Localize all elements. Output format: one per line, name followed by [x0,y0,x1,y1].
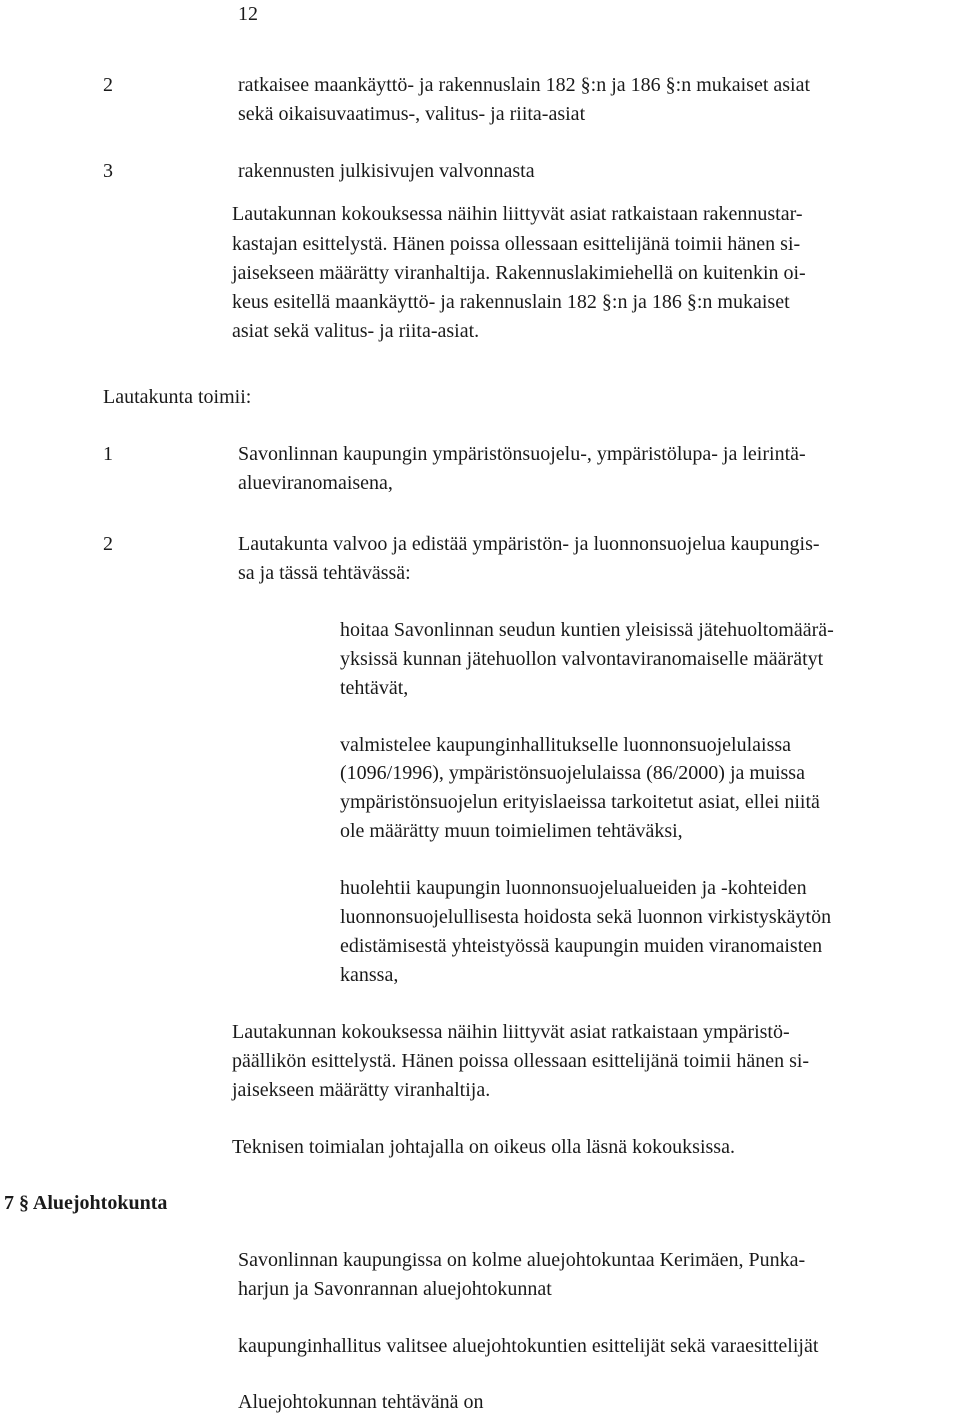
paragraph-line: asiat sekä valitus- ja riita-asiat. [232,320,480,342]
task-line: tehtävät, [340,677,409,699]
task-line: ole määrätty muun toimielimen tehtäväksi, [340,820,683,842]
list-text-line: rakennusten julkisivujen valvonnasta [238,160,535,182]
list-number: 3 [103,160,113,182]
list-text-line: alueviranomaisena, [238,472,393,494]
list-text-line: Savonlinnan kaupungin ympäristönsuojelu-, ympäristölupa- ja leirintä- [238,443,806,465]
paragraph-line: jaisekseen määrätty viranhaltija. [232,1079,491,1101]
task-line: kanssa, [340,964,399,986]
paragraph-line: Savonlinnan kaupungissa on kolme aluejohtokuntaa Kerimäen, Punka- [238,1249,806,1271]
board-heading: Lautakunta toimii: [103,386,252,408]
list-text-line: Lautakunta valvoo ja edistää ympäristön- ja luonnonsuojelua kaupungis- [238,533,820,555]
task-line: ympäristönsuojelun erityislaeissa tarkoitetut asiat, ellei niitä [340,791,820,813]
paragraph-line: jaisekseen määrätty viranhaltija. Rakennuslakimiehellä on kuitenkin oi- [232,262,806,284]
paragraph-line: kastajan esittelystä. Hänen poissa ollessaan esittelijänä toimii hänen si- [232,233,801,255]
paragraph-line: päällikön esittelystä. Hänen poissa ollessaan esittelijänä toimii hänen si- [232,1050,810,1072]
paragraph-line: harjun ja Savonrannan aluejohtokunnat [238,1278,552,1300]
list-number: 1 [103,443,113,465]
paragraph-line: Lautakunnan kokouksessa näihin liittyvät asiat ratkaistaan ympäristö- [232,1021,790,1043]
page-number: 12 [238,3,258,25]
task-line: valmistelee kaupunginhallitukselle luonnonsuojelulaissa [340,734,792,756]
list-text-line: ratkaisee maankäyttö- ja rakennuslain 182 §:n ja 186 §:n mukaiset asiat [238,74,811,96]
paragraph-line: Lautakunnan kokouksessa näihin liittyvät asiat ratkaistaan rakennustar- [232,203,803,225]
list-text-line: sa ja tässä tehtävässä: [238,562,411,584]
task-line: edistämisestä yhteistyössä kaupungin muiden viranomaisten [340,935,823,957]
list-number: 2 [103,533,113,555]
paragraph-line: kaupunginhallitus valitsee aluejohtokuntien esittelijät sekä varaesittelijät [238,1335,819,1357]
technical-note: Teknisen toimialan johtajalla on oikeus olla läsnä kokouksissa. [232,1136,735,1158]
paragraph-line: Aluejohtokunnan tehtävänä on [238,1391,484,1413]
paragraph-line: keus esitellä maankäyttö- ja rakennuslain 182 §:n ja 186 §:n mukaiset [232,291,790,313]
list-text-line: sekä oikaisuvaatimus-, valitus- ja riita-asiat [238,103,586,125]
list-number: 2 [103,74,113,96]
task-line: yksissä kunnan jätehuollon valvontaviranomaiselle määrätyt [340,648,824,670]
task-line: luonnonsuojelullisesta hoidosta sekä luonnon virkistyskäytön [340,906,832,928]
task-line: hoitaa Savonlinnan seudun kuntien yleisissä jätehuoltomäärä- [340,619,834,641]
task-line: (1096/1996), ympäristönsuojelulaissa (86/2000) ja muissa [340,762,805,784]
section-heading: 7 § Aluejohtokunta [4,1192,168,1214]
task-line: huolehtii kaupungin luonnonsuojelualueiden ja -kohteiden [340,877,807,899]
